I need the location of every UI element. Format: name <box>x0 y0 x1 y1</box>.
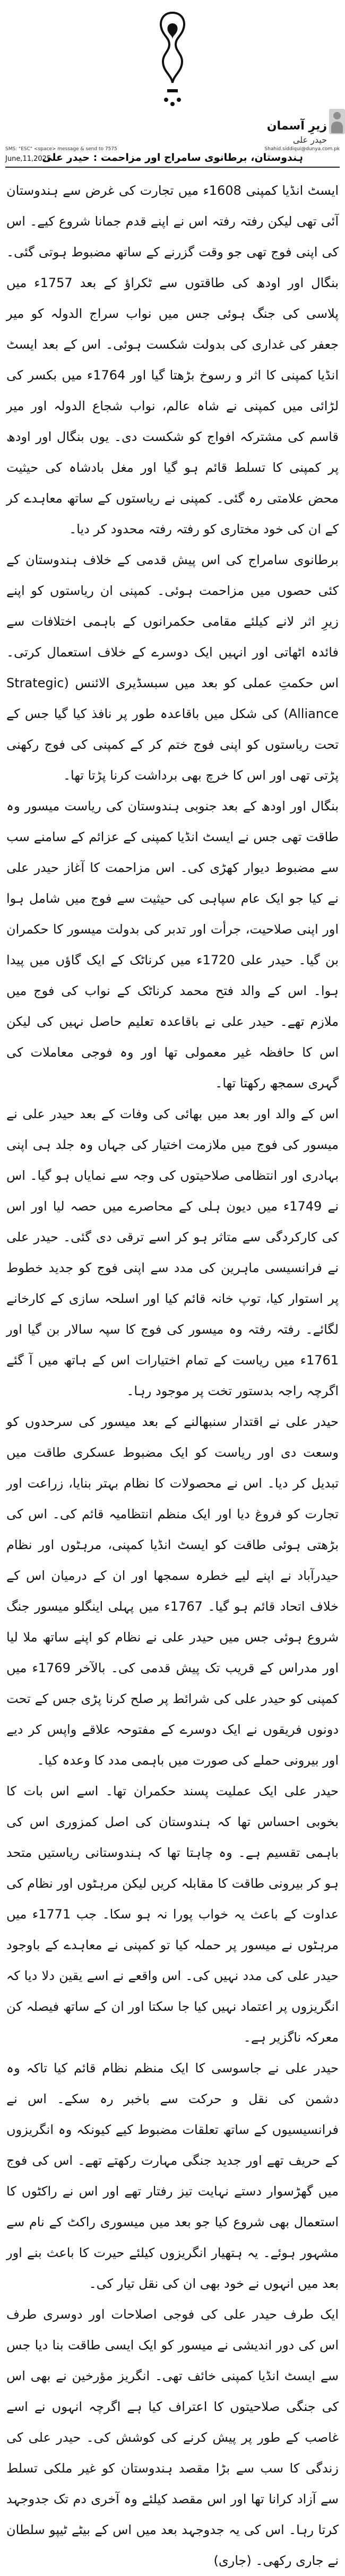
publication-date: June,11,2025 <box>5 155 51 163</box>
article-paragraph: برطانوی سامراج کی اس پیش قدمی کے خلاف ہندوستان کے کئی حصوں میں مزاحمت ہوئی۔ کمپنی ان ریاستوں کو اپنے زیرِ اثر لانے کیلئے مقامی حکمرانوں کے باہمی اختلافات سے فائدہ اٹھاتی اور انہیں ایک دوسرے کے خلاف استعمال کرتی۔ اس حکمتِ عملی کو بعد میں سبسڈیری الائنس (Strategic Alliance) کی شکل میں باقاعدہ طور پر نافذ کیا گیا جس کے تحت ریاستوں کو اپنی فوج ختم کر کے کمپنی کی فوج رکھنی پڑتی تھی اور اس کا خرچ بھی برداشت کرنا پڑتا تھا۔ <box>6 552 339 783</box>
dunya-logo <box>151 10 194 110</box>
article-paragraph: حیدر علی نے جاسوسی کا ایک منظم نظام قائم کیا تاکہ وہ دشمن کی نقل و حرکت سے باخبر رہ سکے۔ اس نے فرانسیسیوں کے ساتھ تعلقات مضبوط کیے کیونکہ وہ انگریزوں کے حریف تھے اور جدید جنگی مہارت رکھتے تھے۔ اس کی فوج میں گھڑسوار دستے نہایت تیز رفتار تھے اور اس نے راکٹوں کا استعمال بھی شروع کیا جو بعد میں میسوری راکٹ کے نام سے مشہور ہوئے۔ یہ ہتھیار انگریزوں کیلئے حیرت کا باعث بنے اور بعد میں انہوں نے خود بھی ان کی نقل تیار کی۔ <box>6 2061 339 2291</box>
article-paragraph: اس کے والد اور بعد میں بھائی کی وفات کے بعد حیدر علی نے میسور کی فوج میں ملازمت اختیار کی جہاں وہ جلد ہی اپنی بہادری اور انتظامی صلاحیتوں کی وجہ سے نمایاں ہو گیا۔ اس نے 1749ء میں دیون ہلی کے محاصرے میں حصہ لیا اور اس کی کارکردگی سے متاثر ہو کر اسے ترقی دی گئی۔ حیدر علی نے فرانسیسی ماہرین کی مدد سے اپنی فوج کو جدید خطوط پر استوار کیا، توپ خانہ قائم کیا اور اسلحہ سازی کے کارخانے لگائے۔ رفتہ رفتہ وہ میسور کی فوج کا سپہ سالار بن گیا اور 1761ء میں ریاست کے تمام اختیارات اس کے ہاتھ میں آ گئے اگرچہ راجہ بدستور تخت پر موجود رہا۔ <box>6 1107 339 1398</box>
column-name: زیرِ آسمان <box>266 119 327 133</box>
author-name: حیدر علی <box>292 135 327 145</box>
header-divider <box>5 167 340 168</box>
article-paragraph: ایک طرف حیدر علی کی فوجی اصلاحات اور دوسری طرف اس کی دور اندیشی نے میسور کو ایک ایسی طاقت بنا دیا جس سے ایسٹ انڈیا کمپنی خائف تھی۔ انگریز مؤرخین نے بھی اس کی جنگی صلاحیتوں کا اعتراف کیا ہے اگرچہ انہوں نے اسے غاصب کے طور پر پیش کرنے کی کوشش کی۔ حیدر علی کی زندگی کا سب سے بڑا مقصد ہندوستان کو غیر ملکی تسلط سے آزاد کرانا تھا اور اس مقصد کیلئے وہ آخری دم تک جدوجہد کرتا رہا۔ اس کی یہ جدوجہد بعد میں اس کے بیٹے ٹیپو سلطان نے جاری رکھی۔ (جاری) <box>6 2307 339 2568</box>
article-paragraph: حیدر علی ایک عملیت پسند حکمران تھا۔ اسے اس بات کا بخوبی احساس تھا کہ ہندوستان کی اصل کمزوری اس کی باہمی تقسیم ہے۔ وہ چاہتا تھا کہ ہندوستانی ریاستیں متحد ہو کر بیرونی طاقت کا مقابلہ کریں لیکن مرہٹوں اور نظام کی عداوت کے باعث یہ خواب پورا نہ ہو سکا۔ جب 1771ء میں مرہٹوں نے میسور پر حملہ کیا تو کمپنی نے معاہدے کے باوجود حیدر علی کی مدد نہیں کی۔ اس واقعے نے اسے یقین دلا دیا کہ انگریزوں پر اعتماد نہیں کیا جا سکتا اور ان کے ساتھ فیصلہ کن معرکہ ناگزیر ہے۔ <box>6 1784 339 2045</box>
article-paragraph: حیدر علی نے اقتدار سنبھالنے کے بعد میسور کی سرحدوں کو وسعت دی اور ریاست کو ایک مضبوط عسکری طاقت میں تبدیل کر دیا۔ اس نے محصولات کا نظام بہتر بنایا، زراعت اور تجارت کو فروغ دیا اور ایک منظم انتظامیہ قائم کی۔ اس کی بڑھتی ہوئی طاقت کو ایسٹ انڈیا کمپنی، مرہٹوں اور نظام حیدرآباد نے اپنے لیے خطرہ سمجھا اور ان کے درمیان اس کے خلاف اتحاد قائم ہو گیا۔ 1767ء میں پہلی اینگلو میسور جنگ شروع ہوئی جس میں حیدر علی نے نظام کو اپنے ساتھ ملا لیا اور مدراس کے قریب تک پیش قدمی کی۔ بالآخر 1769ء میں کمپنی کو حیدر علی کی شرائط پر صلح کرنا پڑی جس کے تحت دونوں فریقوں نے ایک دوسرے کے مفتوحہ علاقے واپس کر دیے اور بیرونی حملے کی صورت میں باہمی مدد کا وعدہ کیا۔ <box>6 1414 339 1768</box>
article-body <box>6 175 339 2568</box>
masthead <box>0 0 345 163</box>
author-photo <box>329 109 345 134</box>
article-headline: ہندوستان، برطانوی سامراج اور مزاحمت : حیدر علی <box>42 152 303 163</box>
contact-email: Shahid.siddiqui@dunya.com.pk <box>264 146 340 152</box>
article-paragraph: بنگال اور اودھ کے بعد جنوبی ہندوستان کی ریاست میسور وہ طاقت تھی جس نے ایسٹ انڈیا کمپنی کے عزائم کے سامنے سب سے مضبوط دیوار کھڑی کی۔ اس مزاحمت کا آغاز حیدر علی نے کیا جو ایک عام سپاہی کی حیثیت سے فوج میں شامل ہوا اور اپنی صلاحیت، جرأت اور تدبر کی بدولت میسور کا حکمران بن گیا۔ حیدر علی 1720ء میں کرناٹک کے ایک گاؤں میں پیدا ہوا۔ اس کے والد فتح محمد کرناٹک کے نواب کی فوج میں ملازم تھے۔ حیدر علی نے باقاعدہ تعلیم حاصل نہیں کی لیکن اس کا حافظہ غیر معمولی تھا اور وہ فوجی معاملات کی گہری سمجھ رکھتا تھا۔ <box>6 799 339 1091</box>
column-byline <box>267 119 327 145</box>
contact-sms: SMS: "ESC" <space> message & send to 7575 <box>5 146 117 152</box>
article-paragraph: ایسٹ انڈیا کمپنی 1608ء میں تجارت کی غرض سے ہندوستان آئی تھی لیکن رفتہ رفتہ اس نے اپنے قدم جمانا شروع کیے۔ اس کی اپنی فوج تھی جو وقت گزرنے کے ساتھ مضبوط ہوتی گئی۔ بنگال اور اودھ کی طاقتوں سے ٹکراؤ کے بعد 1757ء میں پلاسی کی جنگ ہوئی جس میں نواب سراج الدولہ کو میر جعفر کی غداری کی بدولت شکست ہوئی۔ اس کے بعد ایسٹ انڈیا کمپنی کا اثر و رسوخ بڑھتا گیا اور 1764ء میں بکسر کی لڑائی میں کمپنی نے شاہ عالم، نواب شجاع الدولہ اور میر قاسم کی مشترکہ افواج کو شکست دی۔ یوں بنگال اور اودھ پر کمپنی کا تسلط قائم ہو گیا اور مغل بادشاہ کی حیثیت محض علامتی رہ گئی۔ کمپنی نے ریاستوں کے ساتھ معاہدے کر کے ان کی خود مختاری کو رفتہ رفتہ محدود کر دیا۔ <box>6 183 339 537</box>
